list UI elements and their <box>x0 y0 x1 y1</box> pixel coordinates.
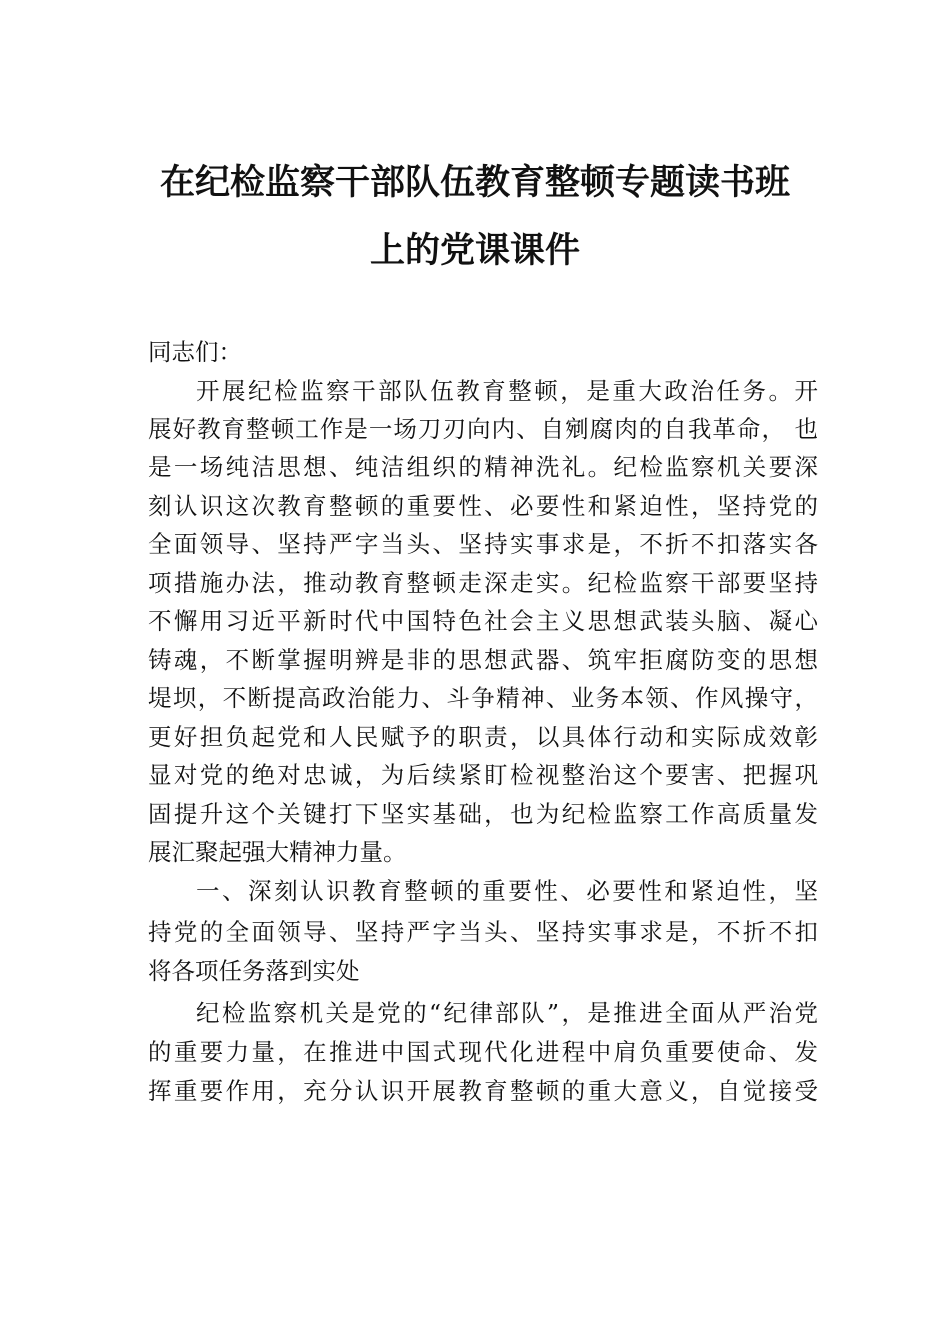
body-line: 固提升这个关键打下坚实基础，也为纪检监察工作高质量发 <box>148 800 818 828</box>
body-line: 全面领导、坚持严字当头、坚持实事求是，不折不扣落实各 <box>148 530 818 558</box>
body-line: 展好教育整顿工作是一场刀刃向内、自剜腐肉的自我革命， 也 <box>148 415 818 443</box>
body-line: 项措施办法，推动教育整顿走深走实。纪检监察干部要坚持 <box>148 569 818 597</box>
section-heading-line: 一、深刻认识教育整顿的重要性、必要性和紧迫性，坚 <box>196 877 818 905</box>
document-title-line-1: 在纪检监察干部队伍教育整顿专题读书班 <box>159 163 790 203</box>
document-title-line-2: 上的党课课件 <box>369 231 580 271</box>
body-line: 是一场纯洁思想、纯洁组织的精神洗礼。纪检监察机关要深 <box>148 453 818 481</box>
body-line: 挥重要作用，充分认识开展教育整顿的重大意义，自觉接受 <box>148 1077 818 1105</box>
section-heading-line: 将各项任务落到实处 <box>148 957 360 985</box>
body-line: 显对党的绝对忠诚，为后续紧盯检视整治这个要害、把握巩 <box>148 761 818 789</box>
body-line: 不懈用习近平新时代中国特色社会主义思想武装头脑、凝心 <box>148 607 818 635</box>
body-line: 开展纪检监察干部队伍教育整顿，是重大政治任务。开 <box>196 377 818 405</box>
salutation: 同志们： <box>148 338 242 366</box>
section-heading-line: 持党的全面领导、坚持严字当头、坚持实事求是，不折不扣 <box>148 918 818 946</box>
body-line: 堤坝，不断提高政治能力、斗争精神、业务本领、作风操守， <box>148 684 818 712</box>
body-line: 铸魂，不断掌握明辨是非的思想武器、筑牢拒腐防变的思想 <box>148 646 818 674</box>
body-line: 更好担负起党和人民赋予的职责，以具体行动和实际成效彰 <box>148 723 818 751</box>
body-line: 纪检监察机关是党的“纪律部队”，是推进全面从严治党 <box>196 999 818 1027</box>
body-line: 的重要力量，在推进中国式现代化进程中肩负重要使命、发 <box>148 1038 818 1066</box>
body-line: 刻认识这次教育整顿的重要性、必要性和紧迫性，坚持党的 <box>148 492 818 520</box>
body-line: 展汇聚起强大精神力量。 <box>148 838 407 866</box>
